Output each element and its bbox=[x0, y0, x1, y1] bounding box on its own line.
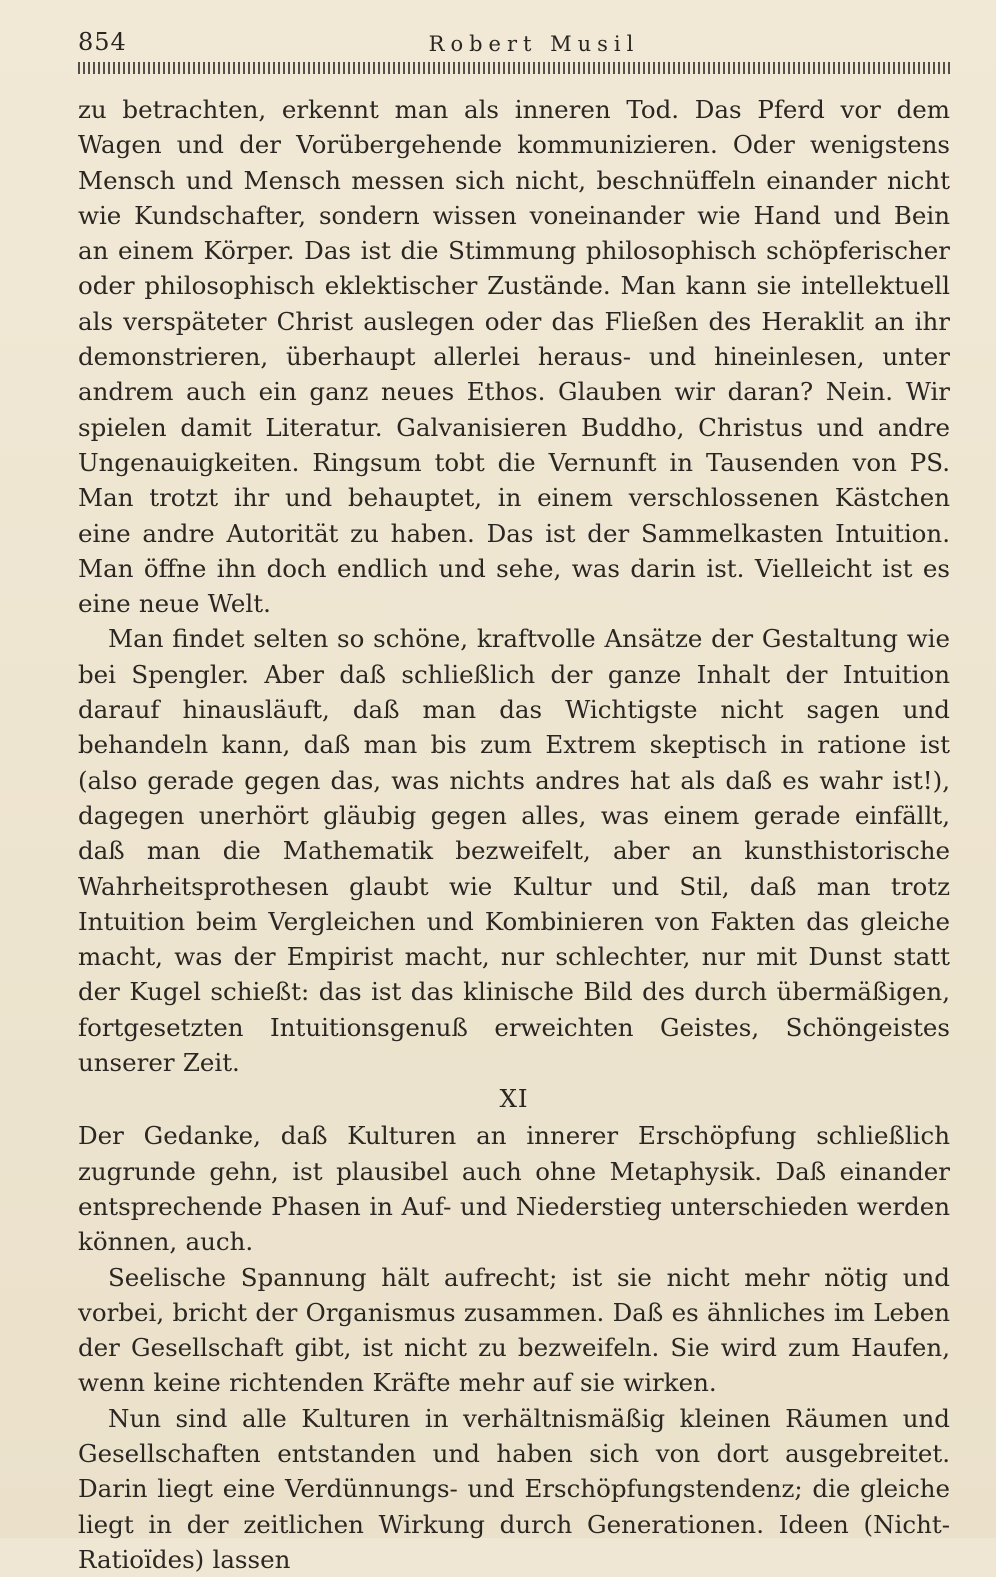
paragraph-2: Man findet selten so schöne, kraftvolle Ansätze der Gestaltung wie bei Spengler. Aber daß schließlich der ganze Inhalt der Intuition darauf hinausläuft, daß man das Wichtigste nicht sagen und behandeln kann, daß man bis zum Extrem skeptisch in ratione ist (also gerade gegen das, was nichts andres hat als daß es wahr ist!), dagegen unerhört gläubig gegen alles, was einem gerade einfällt, daß man die Mathematik bezweifelt, aber an kunsthistorische Wahrheitsprothesen glaubt wie Kultur und Stil, daß man trotz Intuition beim Vergleichen und Kombinieren von Fakten das gleiche macht, was der Empirist macht, nur schlechter, nur mit Dunst statt der Kugel schießt: das ist das klinische Bild des durch übermäßigen, fortgesetzten Intuitionsgenuß erweichten Geistes, Schöngeistes unserer Zeit. bbox=[78, 624, 950, 1078]
paragraph-1: zu betrachten, erkennt man als inneren Tod. Das Pferd vor dem Wagen und der Vorübergehende kommunizieren. Oder wenigstens Mensch und Mensch messen sich nicht, beschnüffeln einander nicht wie Kundschafter, sondern wissen voneinander wie Hand und Bein an einem Körper. Das ist die Stimmung philosophisch schöpferischer oder philosophisch eklektischer Zustände. Man kann sie intellektuell als verspäteter Christ auslegen oder das Fließen des Heraklit an ihr demonstrieren, überhaupt allerlei heraus- und hineinlesen, unter andrem auch ein ganz neues Ethos. Glauben wir daran? Nein. Wir spielen damit Literatur. Galvanisieren Buddho, Christus und andre Ungenauigkeiten. Ringsum tobt die Vernunft in Tausenden von PS. Man trotzt ihr und behauptet, in einem verschlossenen Kästchen eine andre Autorität zu haben. Das ist der Sammelkasten Intuition. Man öffne ihn doch endlich und sehe, was darin ist. Vielleicht ist es eine neue Welt. bbox=[78, 95, 950, 619]
paragraph-5: Nun sind alle Kulturen in verhältnismäßig kleinen Räumen und Gesellschaften entstanden und haben sich von dort ausgebreitet. Darin liegt eine Verdünnungs- und Erschöpfungstendenz; die gleiche liegt in der zeitlichen Wirkung durch Generationen. Ideen (Nicht-Ratioïdes) lassen bbox=[78, 1403, 950, 1574]
paragraph-4: Seelische Spannung hält aufrecht; ist sie nicht mehr nötig und vorbei, bricht der Organismus zusammen. Daß es ähnliches im Leben der Gesellschaft gibt, ist nicht zu bezweifeln. Sie wird zum Haufen, wenn keine richtenden Kräfte mehr auf sie wirken. bbox=[78, 1262, 950, 1398]
header-rule bbox=[78, 62, 950, 74]
page-number: 854 bbox=[78, 28, 127, 56]
body-text bbox=[78, 92, 950, 1577]
running-head: Robert Musil bbox=[428, 32, 640, 56]
paragraph-3: Der Gedanke, daß Kulturen an innerer Erschöpfung schließlich zugrunde gehn, ist plausibel auch ohne Metaphysik. Daß einander entsprechende Phasen in Auf- und Niederstieg unterschieden werden können, auch. bbox=[78, 1121, 950, 1257]
section-heading: XI bbox=[499, 1084, 529, 1114]
